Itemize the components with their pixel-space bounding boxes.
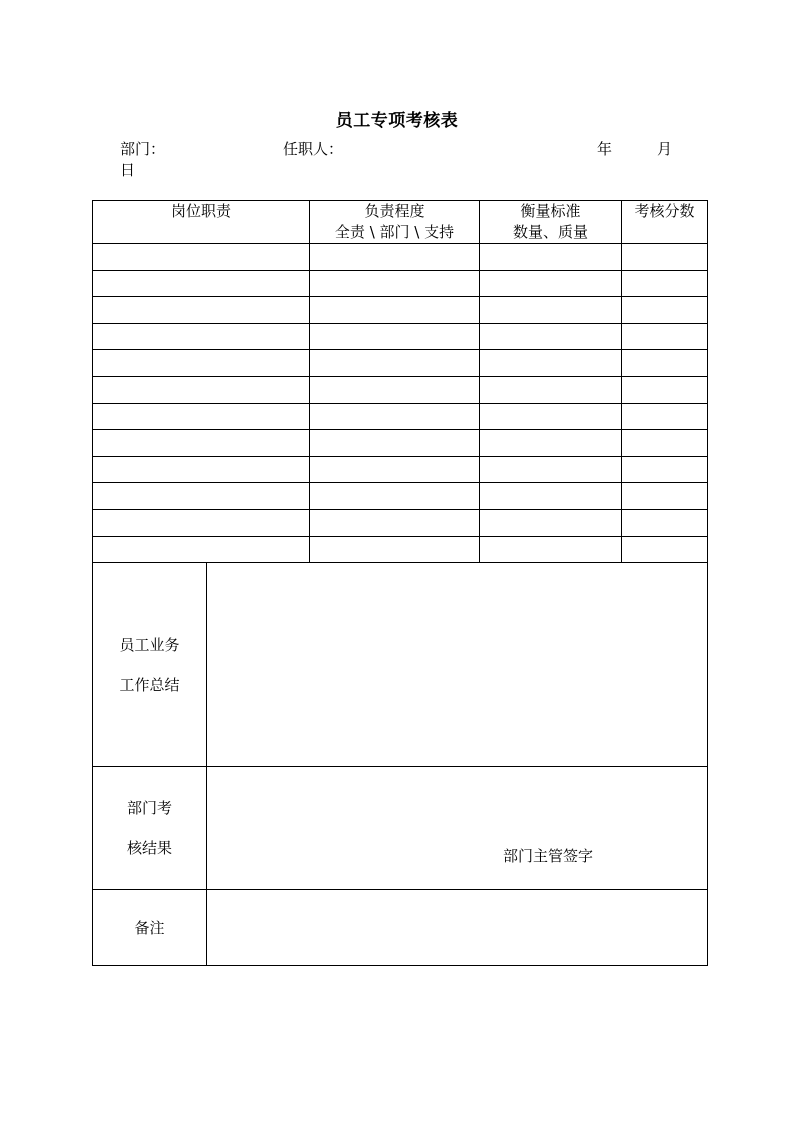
responsibility-cell[interactable] (310, 376, 480, 403)
responsibility-cell[interactable] (310, 403, 480, 430)
table-row (93, 509, 708, 536)
summary-label-cell (93, 563, 207, 767)
table-row (93, 323, 708, 350)
score-cell[interactable] (622, 244, 708, 271)
duty-cell[interactable] (93, 509, 310, 536)
duty-cell[interactable] (93, 350, 310, 377)
standard-cell[interactable] (480, 430, 622, 457)
responsibility-cell[interactable] (310, 297, 480, 324)
duty-cell[interactable] (93, 483, 310, 510)
header-score-label: 考核分数 (634, 202, 695, 220)
month-label: 月 (657, 140, 673, 158)
department-label: 部门： (120, 140, 166, 158)
summary-row (93, 563, 708, 767)
header-responsibility (310, 201, 480, 244)
standard-cell[interactable] (480, 376, 622, 403)
table-row (93, 244, 708, 271)
table-row (93, 456, 708, 483)
header-standard-sub: 数量、质量 (513, 223, 589, 241)
score-cell[interactable] (622, 509, 708, 536)
result-input-cell[interactable] (207, 767, 708, 890)
summary-input-cell[interactable] (207, 563, 708, 767)
table-row (93, 483, 708, 510)
header-duties (93, 201, 310, 244)
header-standard-label: 衡量标准 (520, 202, 581, 220)
remarks-label-cell (93, 890, 207, 966)
score-cell[interactable] (622, 483, 708, 510)
header-score (622, 201, 708, 244)
year-label: 年 (597, 140, 613, 158)
form-title: 员工专项考核表 (335, 111, 459, 131)
responsibility-cell[interactable] (310, 430, 480, 457)
score-cell[interactable] (622, 323, 708, 350)
score-cell[interactable] (622, 536, 708, 563)
responsibility-cell[interactable] (310, 456, 480, 483)
header-duties-label: 岗位职责 (171, 202, 232, 220)
assessment-table (92, 200, 708, 966)
standard-cell[interactable] (480, 350, 622, 377)
duty-cell[interactable] (93, 323, 310, 350)
score-cell[interactable] (622, 403, 708, 430)
score-cell[interactable] (622, 350, 708, 377)
duty-cell[interactable] (93, 244, 310, 271)
score-cell[interactable] (622, 430, 708, 457)
summary-label-line1: 员工业务 (119, 635, 180, 654)
header-responsibility-label: 负责程度 (364, 202, 425, 220)
responsibility-cell[interactable] (310, 270, 480, 297)
supervisor-signature-label: 部门主管签字 (503, 847, 594, 866)
responsibility-cell[interactable] (310, 323, 480, 350)
duty-cell[interactable] (93, 536, 310, 563)
score-cell[interactable] (622, 297, 708, 324)
standard-cell[interactable] (480, 536, 622, 563)
remarks-input-cell[interactable] (207, 890, 708, 966)
table-row (93, 270, 708, 297)
duty-cell[interactable] (93, 430, 310, 457)
duty-cell[interactable] (93, 456, 310, 483)
duty-rows (93, 244, 708, 563)
header-standard (480, 201, 622, 244)
summary-label-line2: 工作总结 (119, 675, 180, 694)
result-label-line1: 部门考 (126, 799, 172, 818)
duty-cell[interactable] (93, 376, 310, 403)
result-label-line2: 核结果 (126, 839, 172, 858)
standard-cell[interactable] (480, 244, 622, 271)
day-label: 日 (120, 161, 136, 179)
standard-cell[interactable] (480, 270, 622, 297)
table-row (93, 430, 708, 457)
responsibility-cell[interactable] (310, 509, 480, 536)
remarks-label: 备注 (134, 918, 165, 937)
duty-cell[interactable] (93, 403, 310, 430)
result-row (93, 767, 708, 890)
score-cell[interactable] (622, 456, 708, 483)
responsibility-cell[interactable] (310, 536, 480, 563)
standard-cell[interactable] (480, 456, 622, 483)
standard-cell[interactable] (480, 297, 622, 324)
responsibility-cell[interactable] (310, 244, 480, 271)
standard-cell[interactable] (480, 483, 622, 510)
table-row (93, 350, 708, 377)
header-responsibility-sub: 全责 \ 部门 \ 支持 (334, 223, 455, 241)
table-row (93, 536, 708, 563)
table-row (93, 297, 708, 324)
standard-cell[interactable] (480, 403, 622, 430)
standard-cell[interactable] (480, 509, 622, 536)
score-cell[interactable] (622, 376, 708, 403)
duty-cell[interactable] (93, 297, 310, 324)
remarks-row (93, 890, 708, 966)
standard-cell[interactable] (480, 323, 622, 350)
person-label: 任职人： (283, 140, 344, 158)
responsibility-cell[interactable] (310, 350, 480, 377)
result-label-cell (93, 767, 207, 890)
responsibility-cell[interactable] (310, 483, 480, 510)
table-row (93, 403, 708, 430)
table-header-row (93, 201, 708, 244)
table-row (93, 376, 708, 403)
duty-cell[interactable] (93, 270, 310, 297)
score-cell[interactable] (622, 270, 708, 297)
